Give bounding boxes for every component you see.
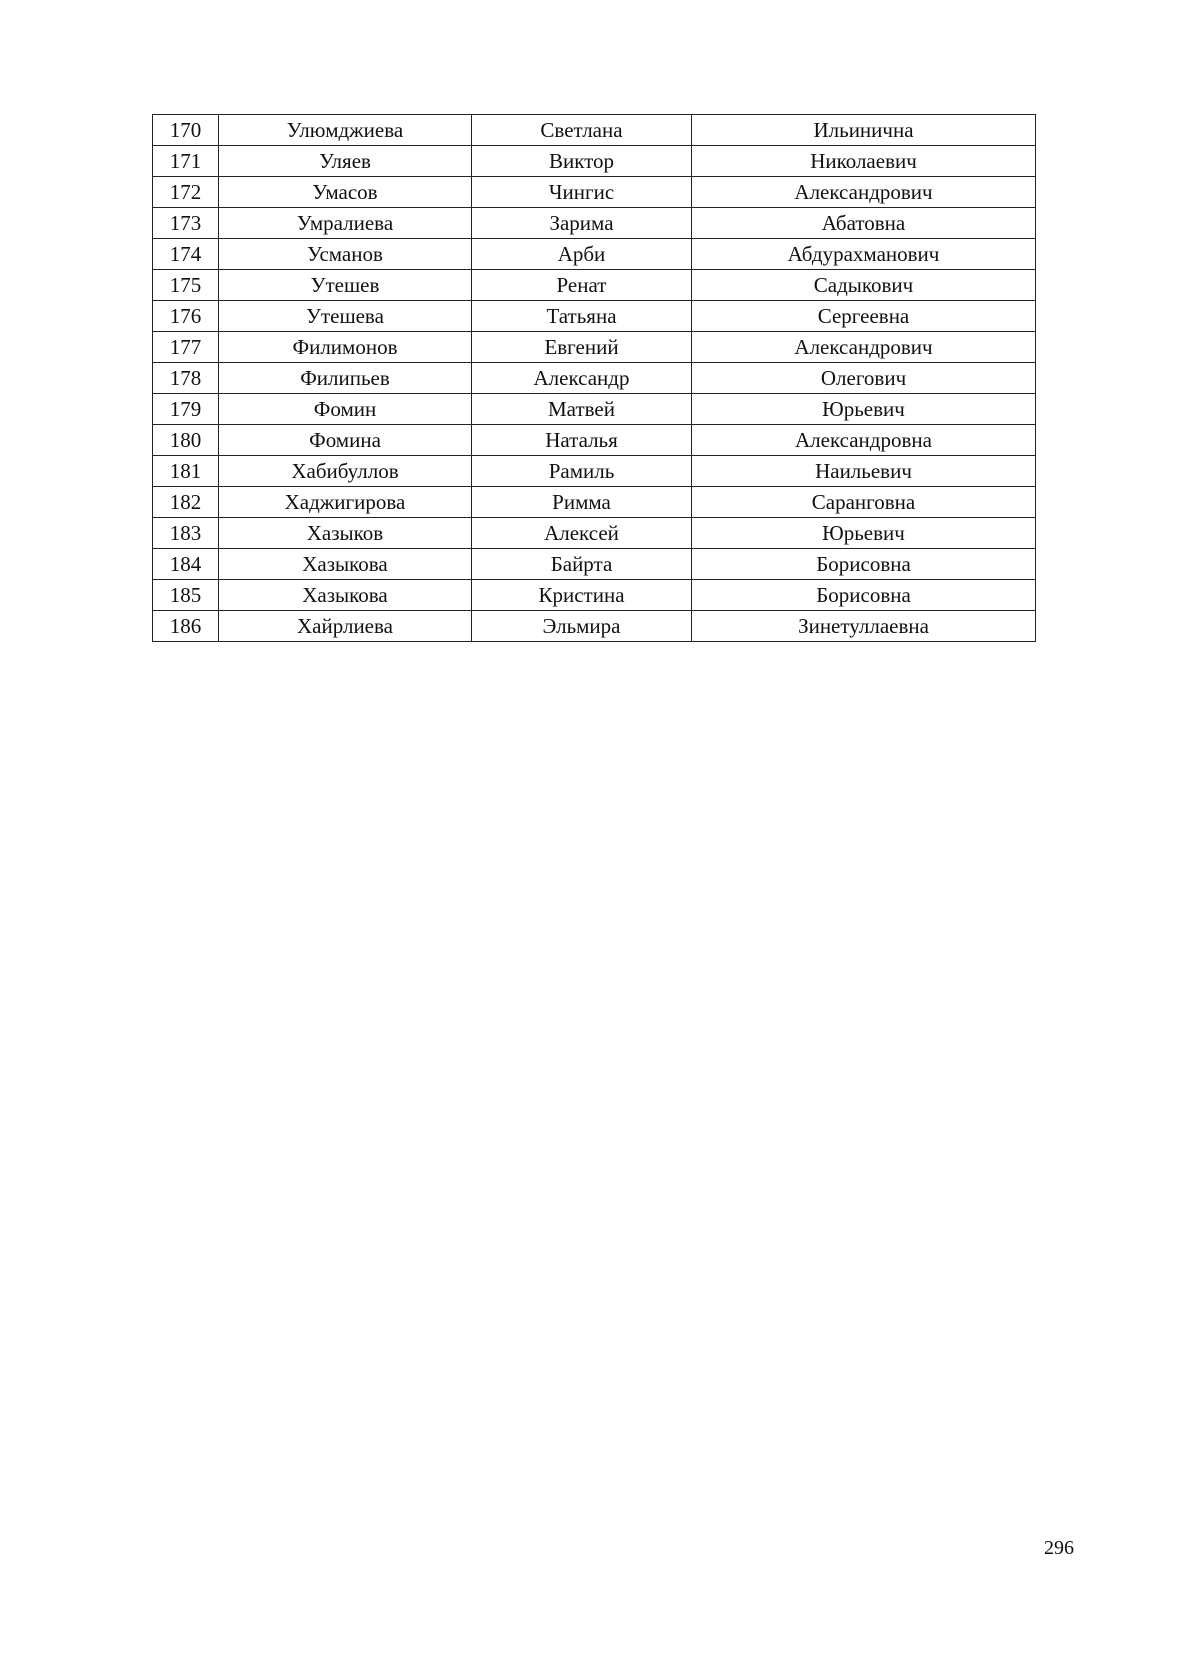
row-number-cell: 172: [153, 177, 219, 208]
table-row: [153, 332, 1036, 363]
patronymic-cell: Юрьевич: [692, 394, 1036, 425]
first-name-cell: Светлана: [472, 115, 692, 146]
last-name-cell: Умасов: [219, 177, 472, 208]
last-name-cell: Фомина: [219, 425, 472, 456]
first-name-cell: Байрта: [472, 549, 692, 580]
first-name-cell: Виктор: [472, 146, 692, 177]
table-row: [153, 146, 1036, 177]
first-name-cell: Евгений: [472, 332, 692, 363]
table-row: [153, 301, 1036, 332]
last-name-cell: Улюмджиева: [219, 115, 472, 146]
patronymic-cell: Александрович: [692, 332, 1036, 363]
last-name-cell: Фомин: [219, 394, 472, 425]
patronymic-cell: Юрьевич: [692, 518, 1036, 549]
first-name-cell: Ренат: [472, 270, 692, 301]
row-number-cell: 186: [153, 611, 219, 642]
patronymic-cell: Ильинична: [692, 115, 1036, 146]
first-name-cell: Римма: [472, 487, 692, 518]
patronymic-cell: Зинетуллаевна: [692, 611, 1036, 642]
last-name-cell: Хаджигирова: [219, 487, 472, 518]
last-name-cell: Хабибуллов: [219, 456, 472, 487]
row-number-cell: 177: [153, 332, 219, 363]
last-name-cell: Хайрлиева: [219, 611, 472, 642]
patronymic-cell: Саранговна: [692, 487, 1036, 518]
table-row: [153, 208, 1036, 239]
table-row: [153, 456, 1036, 487]
table-row: [153, 518, 1036, 549]
patronymic-cell: Абдурахманович: [692, 239, 1036, 270]
patronymic-cell: Наильевич: [692, 456, 1036, 487]
patronymic-cell: Борисовна: [692, 580, 1036, 611]
patronymic-cell: Александровна: [692, 425, 1036, 456]
table-row: [153, 394, 1036, 425]
first-name-cell: Алексей: [472, 518, 692, 549]
row-number-cell: 176: [153, 301, 219, 332]
row-number-cell: 171: [153, 146, 219, 177]
first-name-cell: Татьяна: [472, 301, 692, 332]
row-number-cell: 174: [153, 239, 219, 270]
table-row: [153, 270, 1036, 301]
patronymic-cell: Александрович: [692, 177, 1036, 208]
first-name-cell: Эльмира: [472, 611, 692, 642]
last-name-cell: Хазыкова: [219, 580, 472, 611]
last-name-cell: Усманов: [219, 239, 472, 270]
patronymic-cell: Николаевич: [692, 146, 1036, 177]
first-name-cell: Матвей: [472, 394, 692, 425]
patronymic-cell: Абатовна: [692, 208, 1036, 239]
first-name-cell: Александр: [472, 363, 692, 394]
last-name-cell: Хазыкова: [219, 549, 472, 580]
last-name-cell: Филимонов: [219, 332, 472, 363]
row-number-cell: 170: [153, 115, 219, 146]
first-name-cell: Кристина: [472, 580, 692, 611]
row-number-cell: 184: [153, 549, 219, 580]
names-table-body: [153, 115, 1036, 642]
row-number-cell: 175: [153, 270, 219, 301]
table-row: [153, 425, 1036, 456]
row-number-cell: 179: [153, 394, 219, 425]
row-number-cell: 180: [153, 425, 219, 456]
row-number-cell: 185: [153, 580, 219, 611]
patronymic-cell: Садыкович: [692, 270, 1036, 301]
row-number-cell: 182: [153, 487, 219, 518]
names-table: [152, 114, 1036, 642]
row-number-cell: 178: [153, 363, 219, 394]
last-name-cell: Уляев: [219, 146, 472, 177]
table-row: [153, 487, 1036, 518]
table-row: [153, 115, 1036, 146]
table-row: [153, 363, 1036, 394]
last-name-cell: Умралиева: [219, 208, 472, 239]
patronymic-cell: Борисовна: [692, 549, 1036, 580]
last-name-cell: Утешев: [219, 270, 472, 301]
last-name-cell: Хазыков: [219, 518, 472, 549]
table-row: [153, 549, 1036, 580]
patronymic-cell: Сергеевна: [692, 301, 1036, 332]
row-number-cell: 183: [153, 518, 219, 549]
last-name-cell: Филипьев: [219, 363, 472, 394]
table-row: [153, 177, 1036, 208]
table-row: [153, 611, 1036, 642]
first-name-cell: Наталья: [472, 425, 692, 456]
patronymic-cell: Олегович: [692, 363, 1036, 394]
table-row: [153, 239, 1036, 270]
last-name-cell: Утешева: [219, 301, 472, 332]
row-number-cell: 173: [153, 208, 219, 239]
table-row: [153, 580, 1036, 611]
first-name-cell: Зарима: [472, 208, 692, 239]
first-name-cell: Арби: [472, 239, 692, 270]
page-number: 296: [1044, 1537, 1074, 1559]
first-name-cell: Чингис: [472, 177, 692, 208]
first-name-cell: Рамиль: [472, 456, 692, 487]
row-number-cell: 181: [153, 456, 219, 487]
